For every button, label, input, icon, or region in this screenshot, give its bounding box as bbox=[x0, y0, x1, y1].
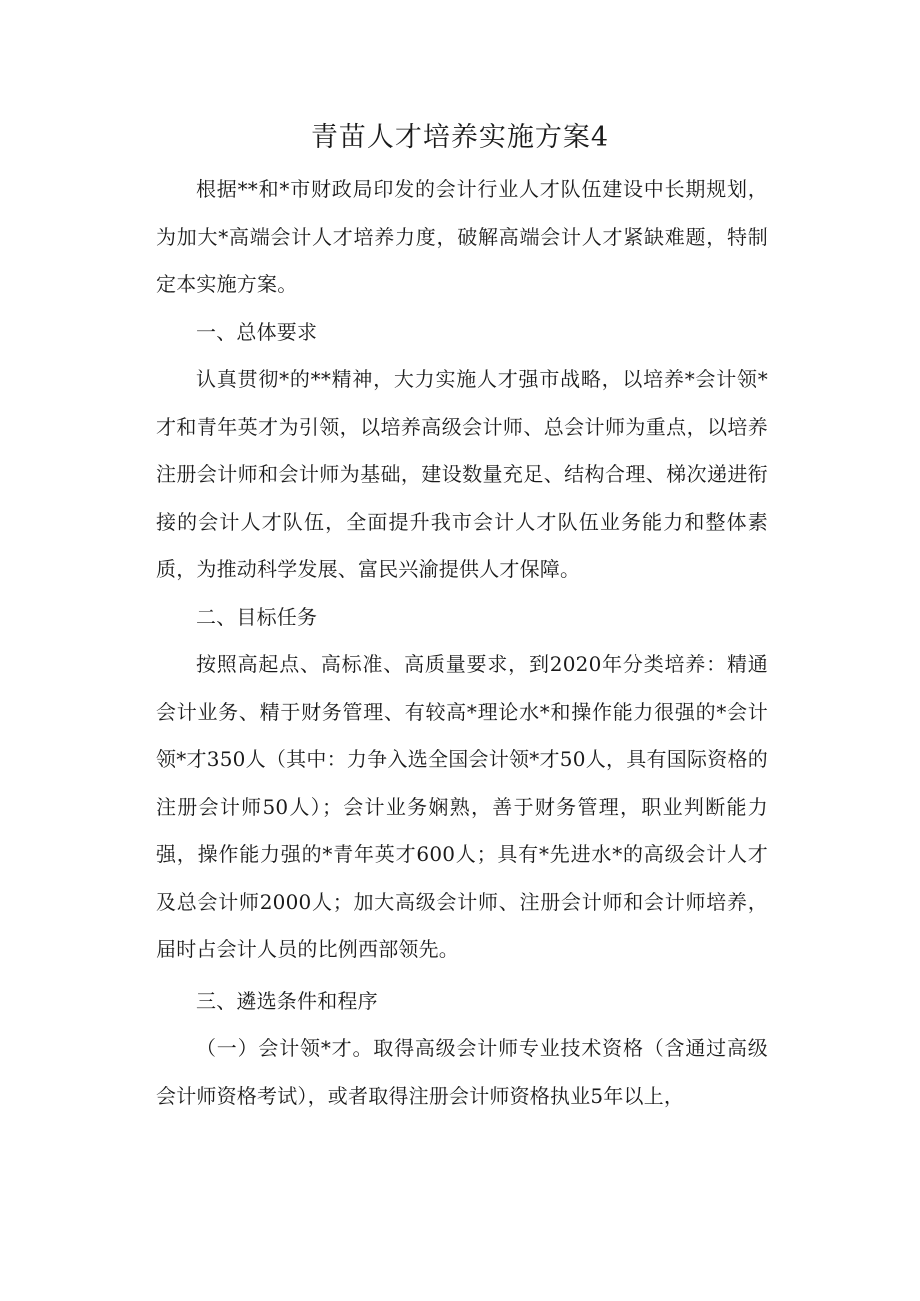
intro-paragraph: 根据**和*市财政局印发的会计行业人才队伍建设中长期规划，为加大*高端会计人才培养力度，破解高端会计人才紧缺难题，特制定本实施方案。 bbox=[156, 177, 768, 296]
section-heading-overall-requirements: 一、总体要求 bbox=[196, 319, 318, 344]
accounting-leader-paragraph: （一）会计领*才。取得高级会计师专业技术资格（含通过高级会计师资格考试），或者取得注册会计师资格执业5年以上， bbox=[156, 1036, 768, 1108]
goals-tasks-paragraph: 按照高起点、高标准、高质量要求，到2020年分类培养：精通会计业务、精于财务管理、有较高*理论水*和操作能力很强的*会计领*才350人（其中：力争入选全国会计领*才50人，具有国际资格的注册会计师50人）；会计业务娴熟，善于财务管理，职业判断能力强，操作能力强的*青年英才600人；具有*先进水*的高级会计人才及总会计师2000人；加大高级会计师、注册会计师和会计师培养，届时占会计人员的比例西部领先。 bbox=[156, 652, 768, 961]
section-heading-goals-tasks: 二、目标任务 bbox=[196, 604, 318, 629]
section-heading-selection-conditions: 三、遴选条件和程序 bbox=[196, 988, 378, 1013]
document-body bbox=[156, 166, 768, 1120]
document-title: 青苗人才培养实施方案4 bbox=[310, 122, 610, 153]
overall-requirements-paragraph: 认真贯彻*的**精神，大力实施人才强市战略，以培养*会计领*才和青年英才为引领，以培养高级会计师、总会计师为重点，以培养注册会计师和会计师为基础，建设数量充足、结构合理、梯次递进衔接的会计人才队伍，全面提升我市会计人才队伍业务能力和整体素质，为推动科学发展、富民兴渝提供人才保障。 bbox=[156, 367, 768, 581]
